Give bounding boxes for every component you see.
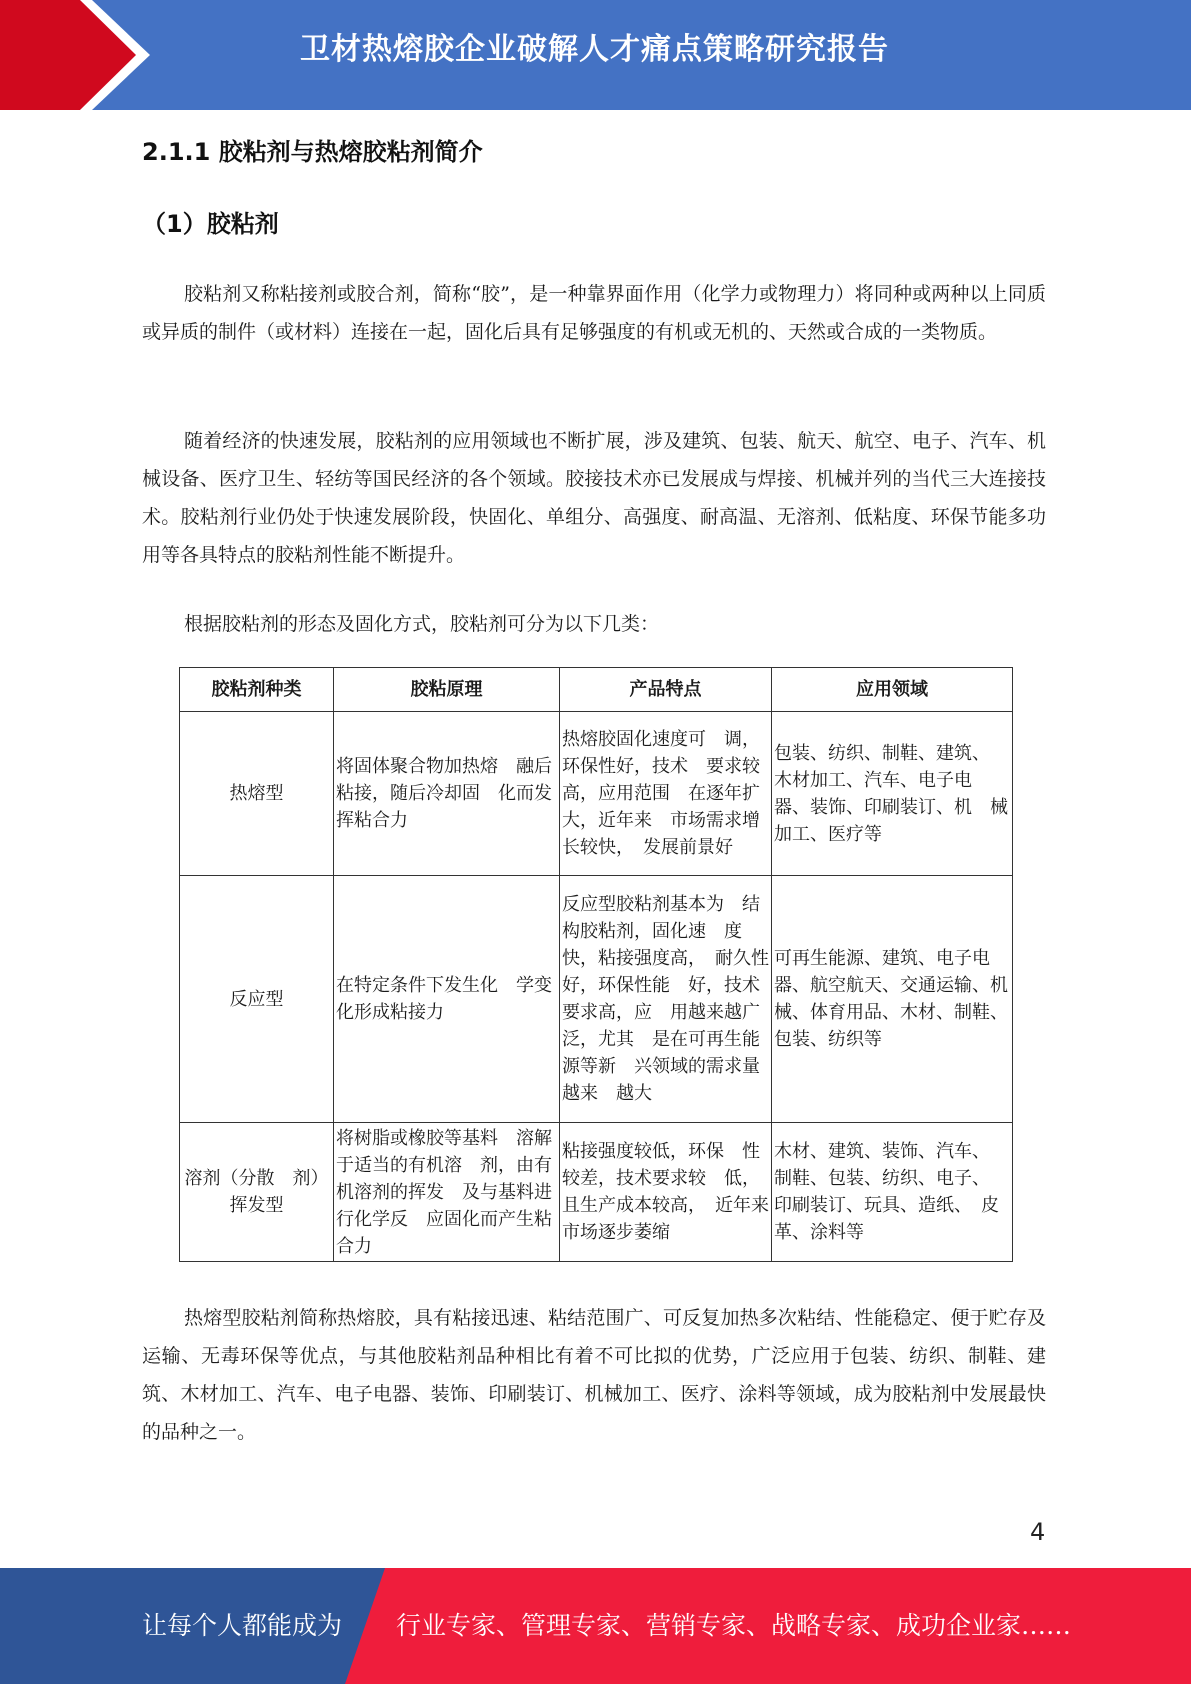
table-header-cell: 胶粘原理 bbox=[334, 668, 560, 712]
paragraph-definition: 胶粘剂又称粘接剂或胶合剂，简称“胶”，是一种靠界面作用（化学力或物理力）将同种或两种以上同质或异质的制件（或材料）连接在一起，固化后具有足够强度的有机或无机的、天然或合成的一类物质。 bbox=[142, 283, 1046, 343]
table-cell-principle: 将固体聚合物加热熔 融后粘接，随后冷却固 化而发挥粘合力 bbox=[334, 712, 560, 876]
subheading: （1）胶粘剂 bbox=[142, 210, 279, 238]
table-cell-type: 反应型 bbox=[180, 876, 334, 1123]
table-cell-features: 粘接强度较低，环保 性较差，技术要求较 低，且生产成本较高， 近年来市场逐步萎缩 bbox=[560, 1123, 772, 1262]
table-header-cell: 胶粘剂种类 bbox=[180, 668, 334, 712]
table-cell-applications: 可再生能源、建筑、电子电器、航空航天、交通运输、机械、体育用品、木材、制鞋、包装、纺织等 bbox=[772, 876, 1013, 1123]
table-header-cell: 应用领域 bbox=[772, 668, 1013, 712]
paragraph-development: 随着经济的快速发展，胶粘剂的应用领域也不断扩展，涉及建筑、包装、航天、航空、电子、汽车、机械设备、医疗卫生、轻纺等国民经济的各个领域。胶接技术亦已发展成与焊接、机械并列的当代三大连接技术。胶粘剂行业仍处于快速发展阶段，快固化、单组分、高强度、耐高温、无溶剂、低粘度、环保节能多功用等各具特点的胶粘剂性能不断提升。 bbox=[142, 430, 1046, 566]
adhesive-classification-table bbox=[179, 667, 1013, 1262]
table-row bbox=[180, 876, 1013, 1123]
table-header-row bbox=[180, 668, 1013, 712]
table-cell-principle: 在特定条件下发生化 学变化形成粘接力 bbox=[334, 876, 560, 1123]
table-header-cell: 产品特点 bbox=[560, 668, 772, 712]
table-cell-principle: 将树脂或橡胶等基料 溶解于适当的有机溶 剂，由有机溶剂的挥发 及与基料进行化学反 应固化而产生粘合力 bbox=[334, 1123, 560, 1262]
table-cell-type: 热熔型 bbox=[180, 712, 334, 876]
page-header bbox=[0, 0, 1191, 110]
page-footer bbox=[0, 1568, 1191, 1684]
table-cell-features: 热熔胶固化速度可 调，环保性好，技术 要求较高，应用范围 在逐年扩大，近年来 市场需求增长较快， 发展前景好 bbox=[560, 712, 772, 876]
header-arrow-decoration bbox=[0, 0, 150, 110]
footer-slogan-left: 让每个人都能成为 bbox=[142, 1611, 343, 1640]
table-cell-applications: 包装、纺织、制鞋、建筑、 木材加工、汽车、电子电 器、装饰、印刷装订、机 械加工、医疗等 bbox=[772, 712, 1013, 876]
table-row bbox=[180, 1123, 1013, 1262]
section-heading: 2.1.1 胶粘剂与热熔胶粘剂简介 bbox=[142, 138, 483, 166]
paragraph-classification-intro: 根据胶粘剂的形态及固化方式，胶粘剂可分为以下几类： bbox=[184, 613, 660, 635]
table-row bbox=[180, 712, 1013, 876]
paragraph-hot-melt: 热熔型胶粘剂简称热熔胶，具有粘接迅速、粘结范围广、可反复加热多次粘结、性能稳定、便于贮存及运输、无毒环保等优点，与其他胶粘剂品种相比有着不可比拟的优势，广泛应用于包装、纺织、制鞋、建筑、木材加工、汽车、电子电器、装饰、印刷装订、机械加工、医疗、涂料等领域，成为胶粘剂中发展最快的品种之一。 bbox=[142, 1307, 1046, 1443]
table-cell-type: 溶剂（分散 剂）挥发型 bbox=[180, 1123, 334, 1262]
table-cell-features: 反应型胶粘剂基本为 结构胶粘剂，固化速 度快，粘接强度高， 耐久性好，环保性能 好，技术要求高，应 用越来越广泛，尤其 是在可再生能源等新 兴领域的需求量越来 越大 bbox=[560, 876, 772, 1123]
footer-slogan-right: 行业专家、管理专家、营销专家、战略专家、成功企业家…… bbox=[396, 1611, 1072, 1640]
table-cell-applications: 木材、建筑、装饰、汽车、 制鞋、包装、纺织、电子、 印刷装订、玩具、造纸、 皮革、涂料等 bbox=[772, 1123, 1013, 1262]
page-number: 4 bbox=[1030, 1518, 1046, 1546]
report-title: 卫材热熔胶企业破解人才痛点策略研究报告 bbox=[300, 32, 889, 67]
